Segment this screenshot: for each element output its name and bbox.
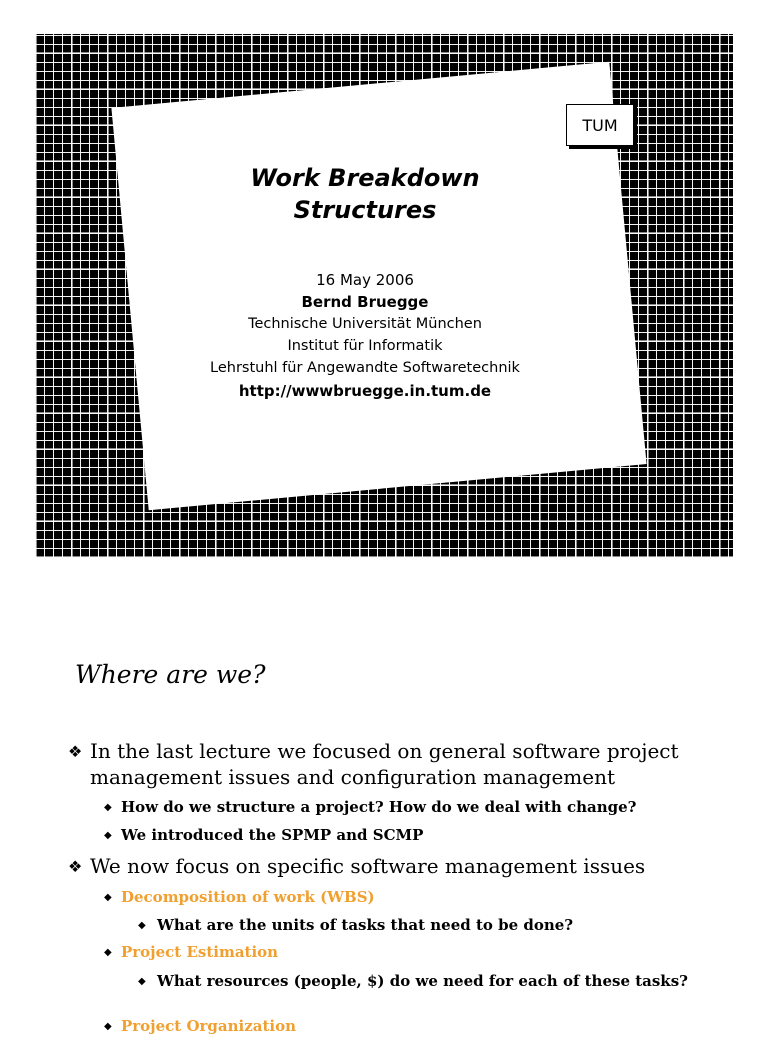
tiny-diamond-bullet-icon: ◆	[138, 976, 146, 987]
affiliation-chair: Lehrstuhl für Angewandte Softwaretechnik	[210, 360, 520, 376]
date: 16 May 2006	[316, 271, 414, 289]
website-url: http://wwwbruegge.in.tum.de	[238, 382, 492, 400]
small-diamond-bullet-icon: ◆	[104, 830, 112, 841]
bullet-now-focus	[68, 853, 750, 879]
small-diamond-bullet-icon: ◆	[104, 1021, 112, 1032]
sub-sub-bullet-text: What resources (people, $) do we need for each of these tasks?	[157, 972, 688, 990]
affiliation-institute: Institut für Informatik	[287, 338, 443, 354]
sub-bullet-text: Project Estimation	[121, 943, 279, 961]
sub-sub-bullet-text: What are the units of tasks that need to be done?	[157, 916, 574, 934]
small-diamond-bullet-icon: ◆	[104, 947, 112, 958]
sub-bullet-text: Project Organization	[121, 1017, 296, 1035]
author: Bernd Bruegge	[301, 293, 429, 311]
sub-bullet-highlighted	[104, 887, 741, 907]
author-info	[165, 269, 565, 403]
sub-bullet	[104, 825, 741, 845]
sub-sub-bullet	[138, 971, 717, 991]
title-line-1: Work Breakdown	[250, 164, 480, 192]
diamond-bullet-icon: ❖	[68, 742, 83, 761]
slide-title	[165, 162, 565, 226]
bullet-last-lecture	[68, 738, 750, 790]
tum-badge: TUM	[566, 104, 634, 146]
sub-bullet-text: How do we structure a project? How do we deal with change?	[121, 798, 637, 816]
small-diamond-bullet-icon: ◆	[104, 892, 112, 903]
sub-bullet-highlighted	[104, 942, 741, 962]
sub-bullet-text: We introduced the SPMP and SCMP	[121, 826, 424, 844]
sub-bullet	[104, 797, 741, 817]
bullet-text: We now focus on specific software management issues	[90, 854, 646, 878]
bullet-text: In the last lecture we focused on general software project management issues and configuration management	[90, 739, 679, 789]
affiliation-university: Technische Universität München	[248, 316, 482, 332]
small-diamond-bullet-icon: ◆	[104, 802, 112, 813]
title-line-2: Structures	[293, 196, 437, 224]
sub-sub-bullet	[138, 915, 717, 935]
diamond-bullet-icon: ❖	[68, 857, 83, 876]
title-slide	[35, 34, 733, 558]
sub-bullet-highlighted	[104, 1016, 741, 1036]
tiny-diamond-bullet-icon: ◆	[138, 920, 146, 931]
section-title: Where are we?	[75, 660, 266, 689]
sub-bullet-text: Decomposition of work (WBS)	[121, 888, 375, 906]
